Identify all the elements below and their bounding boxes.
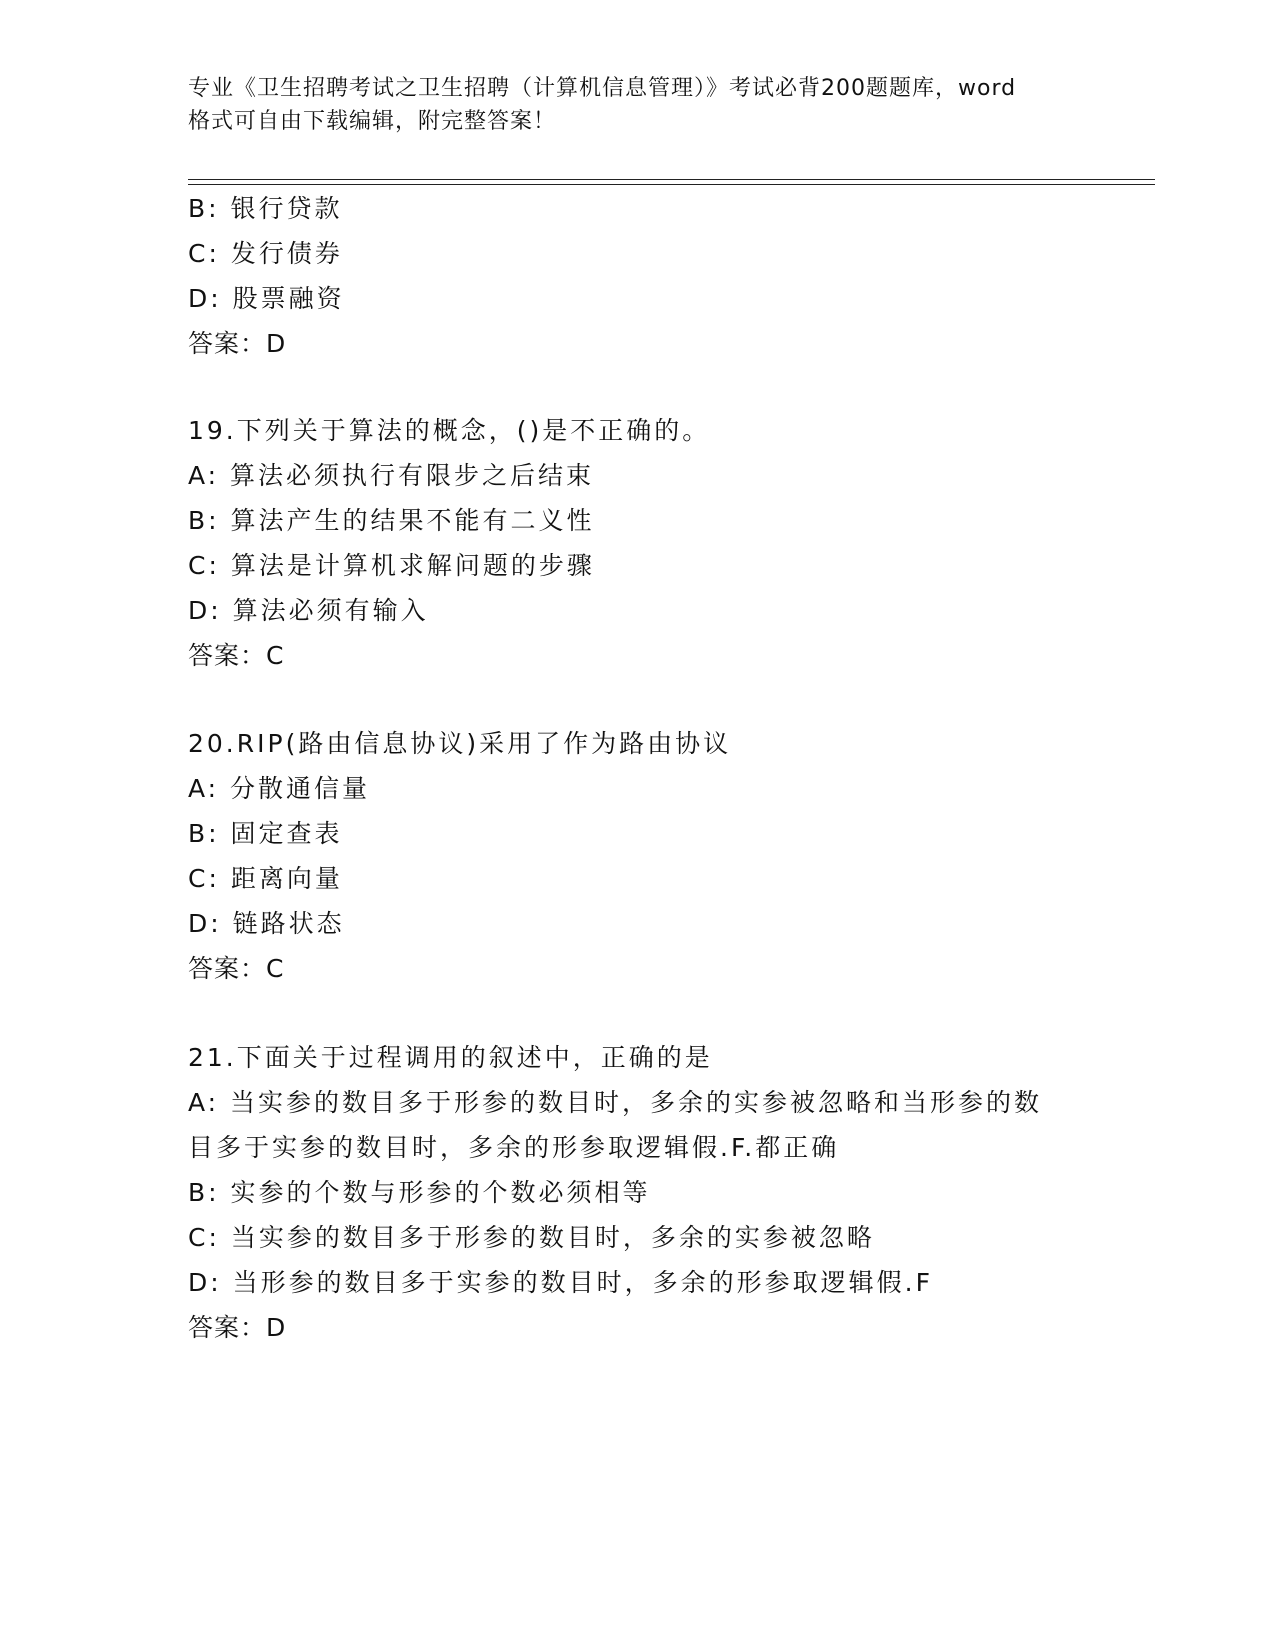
q19-answer: 答案：C: [188, 641, 285, 670]
header-divider-top: [188, 179, 1155, 180]
q21-option-a-line-1: A: 当实参的数目多于形参的数目时，多余的实参被忽略和当形参的数: [188, 1088, 1043, 1117]
q19-option-d: D: 算法必须有输入: [188, 596, 429, 625]
q20-option-c: C: 距离向量: [188, 864, 343, 893]
q19-option-a: A: 算法必须执行有限步之后结束: [188, 461, 595, 490]
document-header: [188, 72, 1088, 138]
q21-question: 21.下面关于过程调用的叙述中，正确的是: [188, 1043, 713, 1072]
q19-option-b: B: 算法产生的结果不能有二义性: [188, 506, 595, 535]
prev-option-b: B: 银行贷款: [188, 194, 343, 223]
header-line-1: 专业《卫生招聘考试之卫生招聘（计算机信息管理）》考试必背200题题库，word: [188, 76, 1017, 101]
header-line-2: 格式可自由下载编辑，附完整答案！: [188, 109, 557, 134]
prev-option-c: C: 发行债券: [188, 239, 343, 268]
q19-question: 19.下列关于算法的概念，()是不正确的。: [188, 416, 711, 445]
q20-question: 20.RIP(路由信息协议)采用了作为路由协议: [188, 729, 732, 758]
q21-option-a-line-2: 目多于实参的数目时，多余的形参取逻辑假.F.都正确: [188, 1133, 840, 1162]
q20-option-b: B: 固定查表: [188, 819, 343, 848]
prev-answer: 答案：D: [188, 329, 287, 358]
q21-option-b: B: 实参的个数与形参的个数必须相等: [188, 1178, 651, 1207]
q20-option-d: D: 链路状态: [188, 909, 345, 938]
q21-answer: 答案：D: [188, 1313, 287, 1342]
q20-option-a: A: 分散通信量: [188, 774, 371, 803]
q21-option-c: C: 当实参的数目多于形参的数目时，多余的实参被忽略: [188, 1223, 875, 1252]
q19-option-c: C: 算法是计算机求解问题的步骤: [188, 551, 595, 580]
q20-answer: 答案：C: [188, 954, 285, 983]
q21-option-d: D: 当形参的数目多于实参的数目时，多余的形参取逻辑假.F: [188, 1268, 933, 1297]
prev-option-d: D: 股票融资: [188, 284, 345, 313]
header-divider-bottom: [188, 184, 1155, 185]
